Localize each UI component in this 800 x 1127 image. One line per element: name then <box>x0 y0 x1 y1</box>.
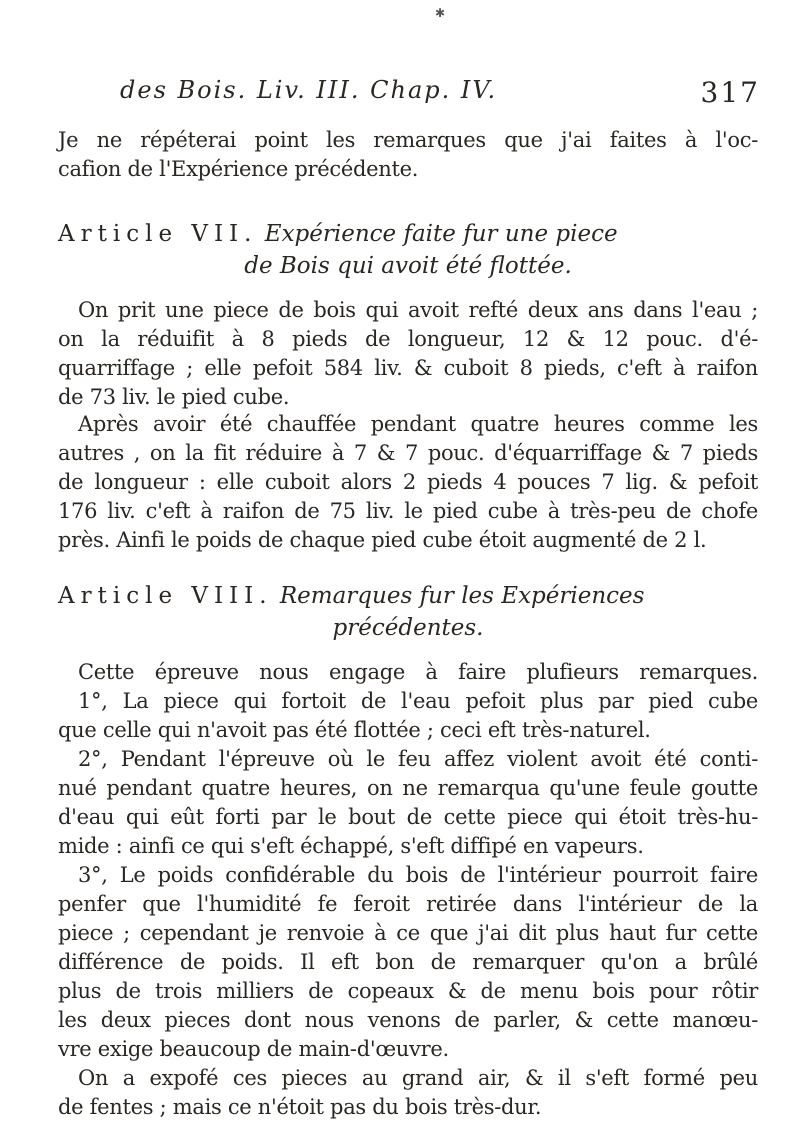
paragraph-remarks <box>58 658 758 1122</box>
paragraph-heating <box>58 410 758 555</box>
running-header <box>120 76 760 109</box>
text-line: nué pendant quatre heures, on ne remarqua qu'une feule goutte <box>58 776 758 800</box>
text-line: que celle qui n'avoit pas été flottée ; ceci eft très-naturel. <box>58 718 651 742</box>
article-7-title-line1: Expérience faite fur une piece <box>264 221 618 247</box>
article-7-title-line2: de Bois qui avoit été flottée. <box>244 253 572 279</box>
text-line: autres , on la fit réduire à 7 & 7 pouc. d'équarriffage & 7 pieds <box>58 441 758 465</box>
text-line: de longueur : elle cuboit alors 2 pieds 4 pouces 7 lig. & pefoit <box>58 470 758 494</box>
text-line: penfer que l'humidité fe feroit retirée dans l'intérieur de la <box>58 892 758 916</box>
text-line: vre exige beaucoup de main-d'œuvre. <box>58 1037 449 1061</box>
running-title: des Bois. Liv. III. Chap. IV. <box>120 76 498 104</box>
text-line: de 73 liv. le pied cube. <box>58 385 290 409</box>
text-line: mide : ainfi ce qui s'eft échappé, s'eft diffipé en vapeurs. <box>58 834 644 858</box>
article-8-title-line2: précédentes. <box>332 615 484 641</box>
paragraph-intro <box>58 126 758 184</box>
text-line: d'eau qui eût forti par le bout de cette piece qui étoit très-hu- <box>58 805 758 829</box>
text-line: cafion de l'Expérience précédente. <box>58 157 419 181</box>
text-line: On a expofé ces pieces au grand air, & il s'eft formé peu <box>78 1066 758 1090</box>
article-8-title-line1: Remarques fur les Expériences <box>279 583 645 609</box>
text-line: différence de poids. Il eft bon de remarquer qu'on a brûlé <box>58 950 758 974</box>
article-7-number: Article VII. <box>58 221 258 247</box>
printer-mark-icon: ✱ <box>435 6 446 20</box>
text-line: 176 liv. c'eft à raifon de 75 liv. le pied cube à très-peu de chofe <box>58 499 758 523</box>
text-line: 2°, Pendant l'épreuve où le feu affez violent avoit été conti- <box>78 747 758 771</box>
text-line: 1°, La piece qui fortoit de l'eau pefoit plus par pied cube <box>78 689 758 713</box>
text-line: Cette épreuve nous engage à faire plufieurs remarques. <box>78 660 758 684</box>
text-line: piece ; cependant je renvoie à ce que j'ai dit plus haut fur cette <box>58 921 758 945</box>
page-number: 317 <box>700 76 760 109</box>
text-line: quarriffage ; elle pefoit 584 liv. & cuboit 8 pieds, c'eft à raifon <box>58 356 758 380</box>
text-line: on la réduifit à 8 pieds de longueur, 12 & 12 pouc. d'é- <box>58 327 758 351</box>
text-line: On prit une piece de bois qui avoit refté deux ans dans l'eau ; <box>78 298 758 322</box>
text-line: plus de trois milliers de copeaux & de menu bois pour rôtir <box>58 979 758 1003</box>
text-line: près. Ainfi le poids de chaque pied cube étoit augmenté de 2 l. <box>58 528 707 552</box>
paragraph-experiment <box>58 296 758 412</box>
text-line: de fentes ; mais ce n'étoit pas du bois très-dur. <box>58 1095 542 1119</box>
article-8-heading <box>58 580 758 644</box>
text-line: Après avoir été chauffée pendant quatre heures comme les <box>78 412 758 436</box>
text-line: 3°, Le poids confidérable du bois de l'intérieur pourroit faire <box>78 863 758 887</box>
article-8-number: Article VIII. <box>58 583 273 609</box>
article-7-heading <box>58 218 758 282</box>
text-line: Je ne répéterai point les remarques que j'ai faites à l'oc- <box>58 128 758 152</box>
text-line: les deux pieces dont nous venons de parler, & cette manœu- <box>58 1008 758 1032</box>
